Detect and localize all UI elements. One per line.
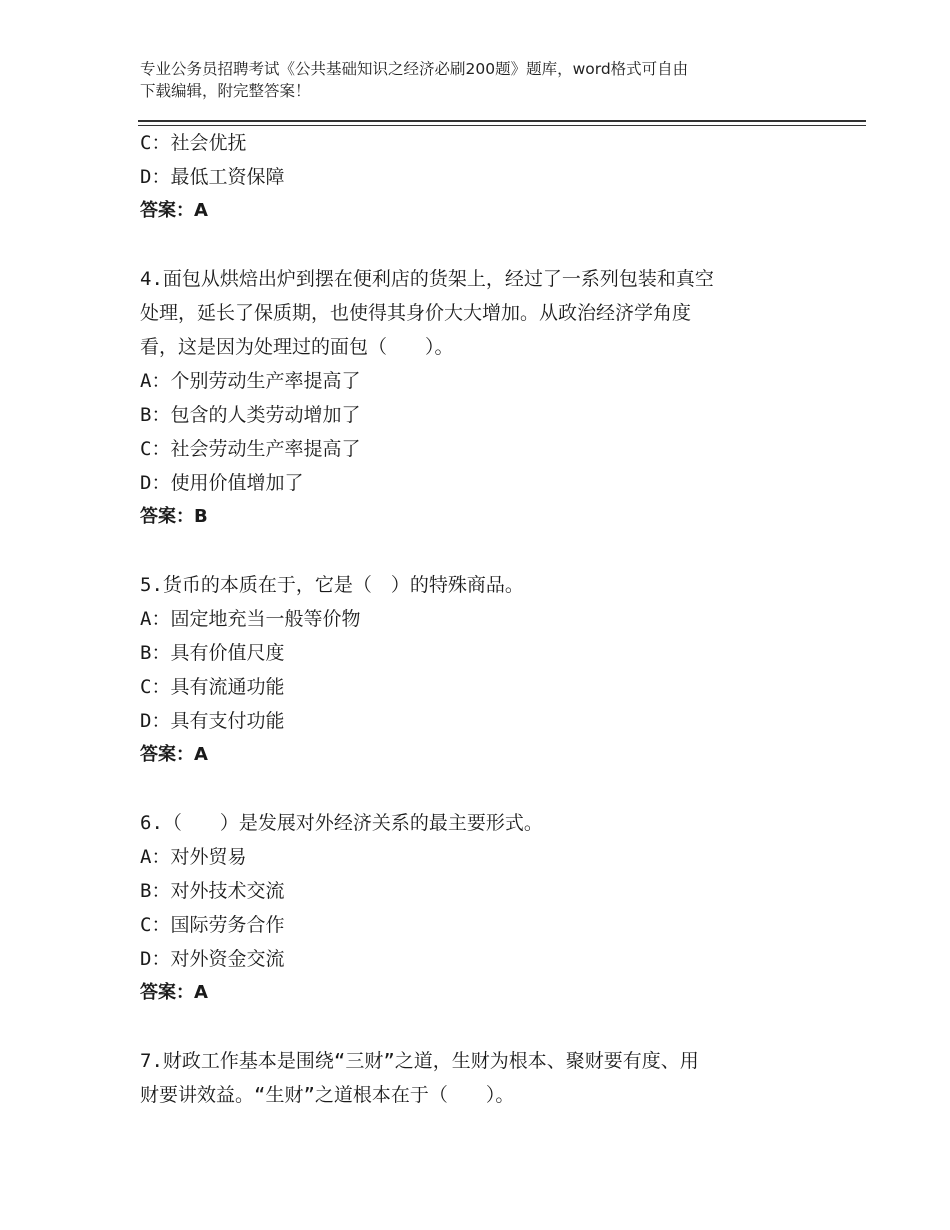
option-d: D：最低工资保障 [140, 166, 285, 188]
question-stem: 6.（ ）是发展对外经济关系的最主要形式。 [140, 812, 543, 834]
option-d: D：使用价值增加了 [140, 472, 304, 494]
answer-label: 答案：A [140, 744, 208, 765]
answer-label: 答案：B [140, 506, 208, 527]
option-b: B：具有价值尺度 [140, 642, 285, 664]
spacer [140, 1010, 830, 1044]
option-d: D：具有支付功能 [140, 710, 285, 732]
option-a: A：对外贸易 [140, 846, 247, 868]
question-stem: 7.财政工作基本是围绕“三财”之道，生财为根本、聚财要有度、用 [140, 1050, 699, 1072]
question-content [140, 126, 830, 1112]
document-header [140, 58, 820, 102]
spacer [140, 772, 830, 806]
option-c: C：国际劳务合作 [140, 914, 285, 936]
spacer [140, 228, 830, 262]
header-line-1: 专业公务员招聘考试《公共基础知识之经济必刷200题》题库，word格式可自由 [140, 60, 689, 78]
answer-label: 答案：A [140, 200, 208, 221]
question-4 [140, 262, 830, 534]
option-b: B：包含的人类劳动增加了 [140, 404, 361, 426]
question-5 [140, 568, 830, 772]
option-d: D：对外资金交流 [140, 948, 285, 970]
answer-label: 答案：A [140, 982, 208, 1003]
header-line-2: 下载编辑，附完整答案！ [140, 82, 311, 100]
question-7 [140, 1044, 830, 1112]
spacer [140, 534, 830, 568]
question-stem: 财要讲效益。“生财”之道根本在于（ ）。 [140, 1084, 515, 1106]
question-6 [140, 806, 830, 1010]
option-a: A：个别劳动生产率提高了 [140, 370, 361, 392]
question-stem: 处理，延长了保质期，也使得其身价大大增加。从政治经济学角度 [140, 302, 692, 324]
question-stem: 5.货币的本质在于，它是（ ）的特殊商品。 [140, 574, 524, 596]
option-c: C：社会优抚 [140, 132, 247, 154]
option-b: B：对外技术交流 [140, 880, 285, 902]
question-stem: 看，这是因为处理过的面包（ ）。 [140, 336, 454, 358]
question-stem: 4.面包从烘焙出炉到摆在便利店的货架上，经过了一系列包装和真空 [140, 268, 714, 290]
question-3 [140, 126, 830, 228]
option-a: A：固定地充当一般等价物 [140, 608, 361, 630]
header-divider-thick [138, 120, 866, 122]
option-c: C：具有流通功能 [140, 676, 285, 698]
option-c: C：社会劳动生产率提高了 [140, 438, 361, 460]
